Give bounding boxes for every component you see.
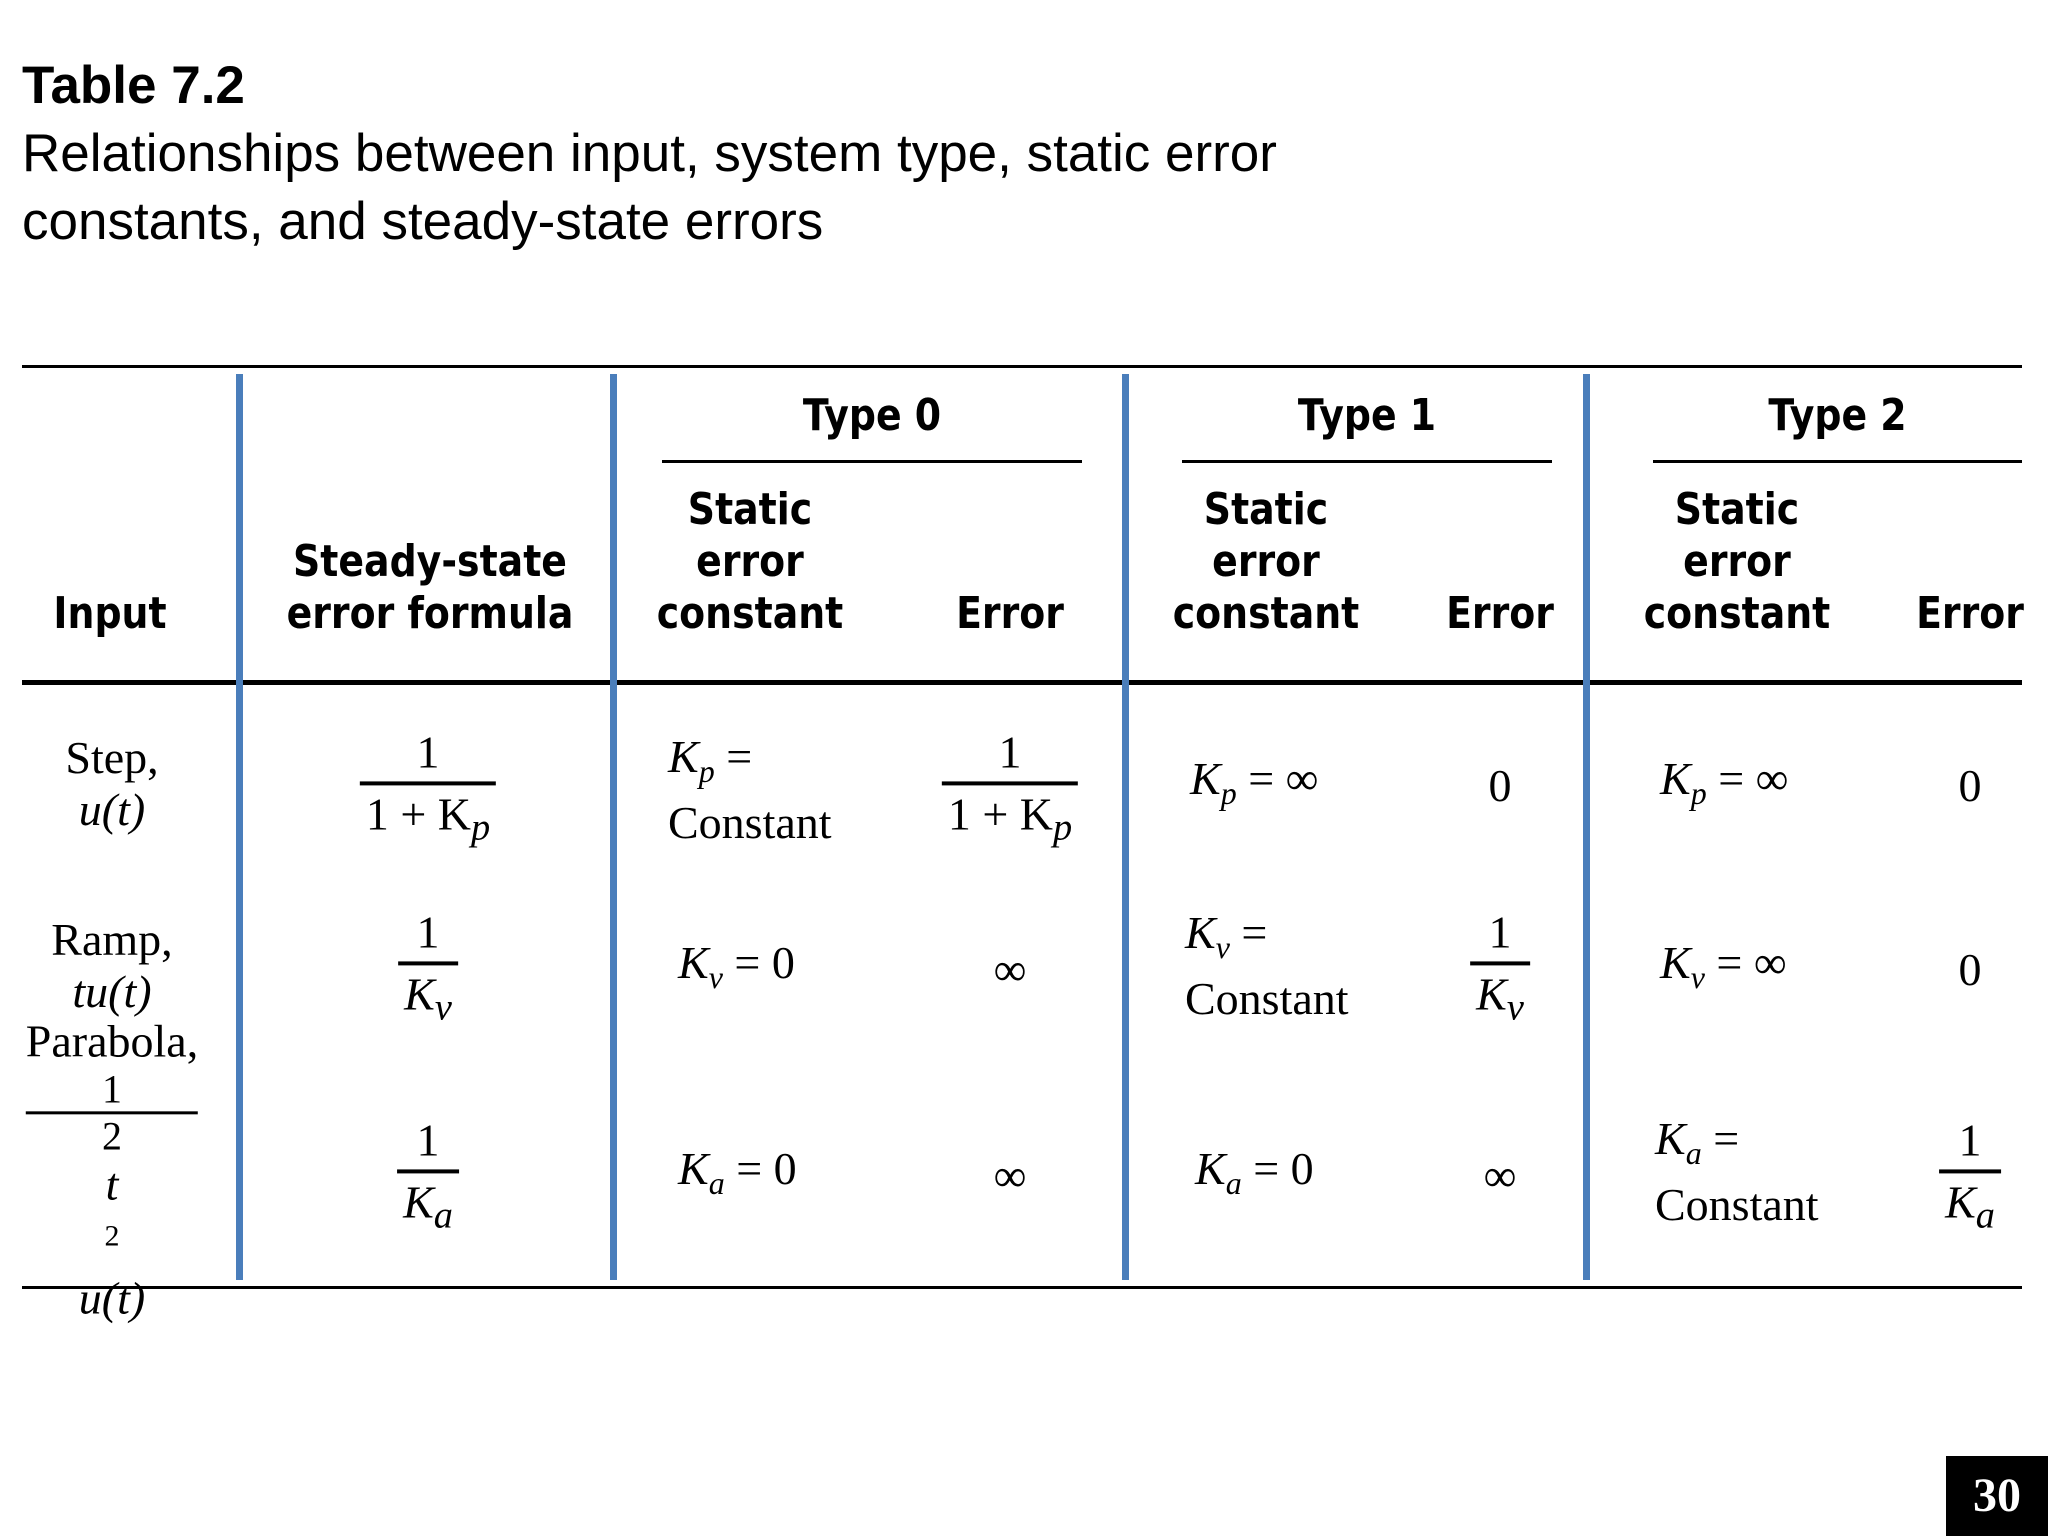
header-error-formula: Steady-state error formula bbox=[286, 536, 574, 639]
input-ramp: Ramp, tu(t) bbox=[51, 914, 173, 1017]
type2-constant-parabola: $K_a$ = Constant bbox=[1655, 1112, 1819, 1231]
header-bottom-rule bbox=[22, 680, 2022, 685]
type0-error-ramp: ∞ bbox=[993, 944, 1027, 995]
input-parabola: Parabola, 1 2 t $^2$ u(t) bbox=[25, 1015, 199, 1324]
formula-step: $\frac{1}{1 + K_p}$ bbox=[360, 723, 496, 856]
type2-error-parabola: $\frac{1}{K_a}$ bbox=[1939, 1111, 2001, 1244]
type1-constant-ramp: $K_v$ = Constant bbox=[1185, 906, 1349, 1025]
type1-error-ramp: $\frac{1}{K_v}$ bbox=[1470, 903, 1530, 1036]
input-step: Step, u(t) bbox=[65, 732, 159, 835]
page-number: 30 bbox=[1946, 1456, 2048, 1536]
type0-error-parabola: ∞ bbox=[993, 1150, 1027, 1201]
header-type0: Type 0 bbox=[802, 390, 942, 441]
header-type2: Type 2 bbox=[1768, 390, 1907, 441]
type1-header-rule bbox=[1182, 460, 1552, 463]
column-divider bbox=[610, 374, 617, 1280]
column-divider bbox=[236, 374, 243, 1280]
formula-parabola: $\frac{1}{K_a}$ bbox=[397, 1111, 459, 1244]
slide-heading bbox=[22, 52, 1522, 256]
type1-error-step: 0 bbox=[1488, 760, 1512, 811]
table-caption-line-1: Relationships between input, system type, static error bbox=[22, 124, 1277, 183]
type2-constant-step: $K_p$ = ∞ bbox=[1660, 752, 1789, 812]
type1-constant-step: $K_p$ = ∞ bbox=[1190, 752, 1319, 812]
table-label: Table 7.2 bbox=[22, 56, 245, 115]
header-input: Input bbox=[53, 588, 167, 639]
header-type1-error: Error bbox=[1446, 588, 1554, 639]
type2-error-step: 0 bbox=[1958, 760, 1982, 811]
table-bottom-rule bbox=[22, 1286, 2022, 1289]
type2-header-rule bbox=[1653, 460, 2022, 463]
type2-error-ramp: 0 bbox=[1958, 944, 1982, 995]
type0-constant-step: $K_p$ = Constant bbox=[668, 730, 832, 849]
type2-constant-ramp: $K_v$ = ∞ bbox=[1660, 936, 1787, 996]
column-divider bbox=[1122, 374, 1129, 1280]
header-type2-error: Error bbox=[1916, 588, 2024, 639]
table-top-rule bbox=[22, 365, 2022, 368]
type1-error-parabola: ∞ bbox=[1483, 1150, 1517, 1201]
type1-constant-parabola: $K_a = 0$ bbox=[1195, 1142, 1314, 1202]
header-type0-static-error-constant: Static error constant bbox=[656, 484, 844, 639]
type0-header-rule bbox=[662, 460, 1082, 463]
type0-error-step: $\frac{1}{1 + K_p}$ bbox=[942, 723, 1078, 856]
header-type1: Type 1 bbox=[1297, 390, 1437, 441]
header-type1-static-error-constant: Static error constant bbox=[1172, 484, 1360, 639]
column-divider bbox=[1583, 374, 1590, 1280]
table-caption-line-2: constants, and steady-state errors bbox=[22, 192, 824, 251]
type0-constant-parabola: $K_a = 0$ bbox=[678, 1142, 797, 1202]
header-type2-static-error-constant: Static error constant bbox=[1643, 484, 1831, 639]
formula-ramp: $\frac{1}{K_v}$ bbox=[398, 903, 458, 1036]
type0-constant-ramp: $K_v = 0$ bbox=[678, 936, 795, 996]
header-type0-error: Error bbox=[956, 588, 1064, 639]
